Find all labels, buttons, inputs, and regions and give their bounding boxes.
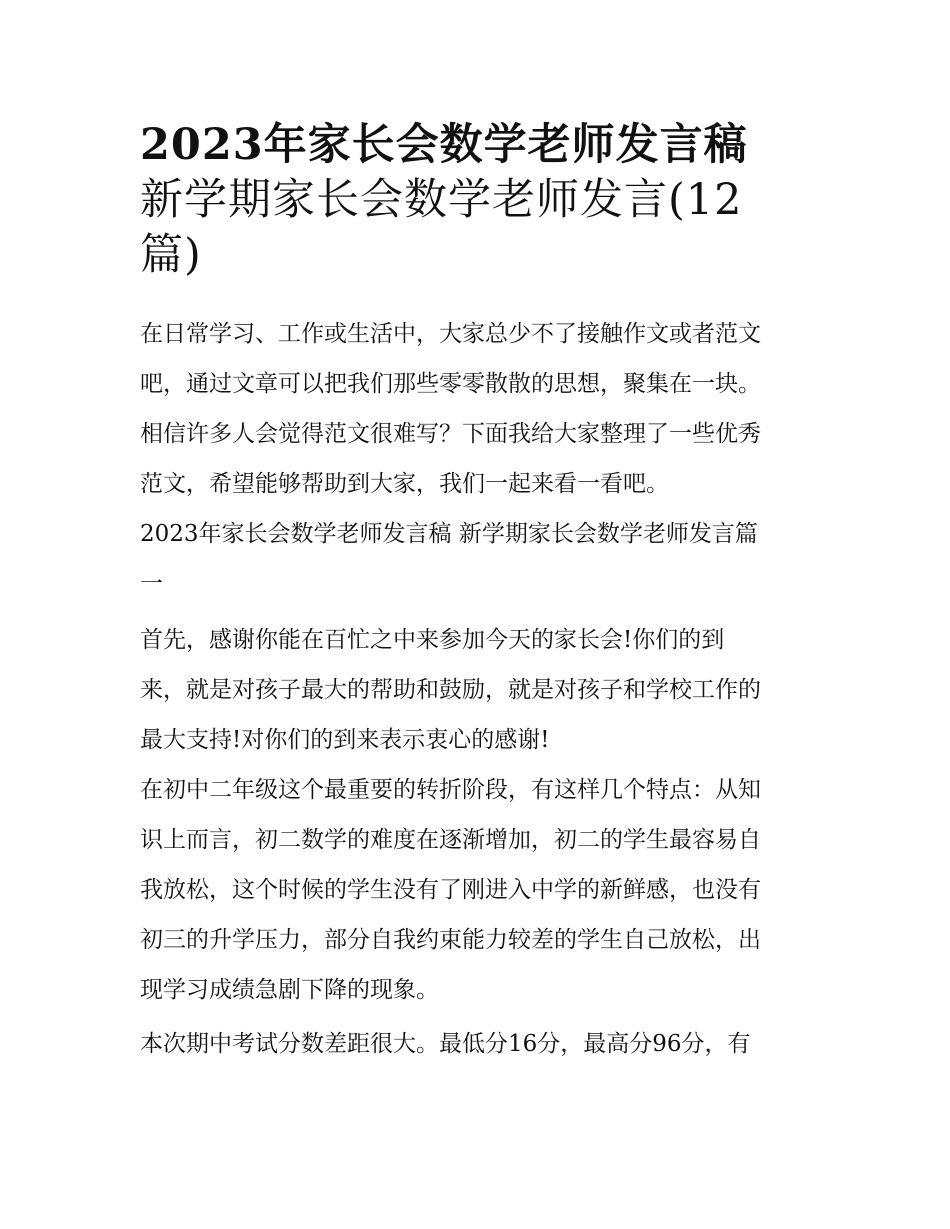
text-line: 来，就是对孩子最大的帮助和鼓励，就是对孩子和学校工作的 xyxy=(140,677,761,703)
document-body xyxy=(140,309,815,1069)
text-line: 范文，希望能够帮助到大家，我们一起来看一看吧。 xyxy=(140,471,669,497)
text-line: 识上而言，初二数学的难度在逐渐增加，初二的学生最容易自 xyxy=(140,827,761,853)
text-line: 在日常学习、工作或生活中，大家总少不了接触作文或者范文 xyxy=(140,321,761,347)
document-title xyxy=(140,118,815,283)
title-year: 2023 xyxy=(140,120,264,170)
title-line-1-rest: 年家长会数学老师发言稿 xyxy=(263,120,748,170)
title-line-2: 新学期家长会数学老师发言(12 xyxy=(140,175,743,225)
paragraph-intro xyxy=(140,309,815,509)
text-line: 吧，通过文章可以把我们那些零零散散的思想，聚集在一块。 xyxy=(140,371,761,397)
text-line: 在初中二年级这个最重要的转折阶段，有这样几个特点：从知 xyxy=(140,777,761,803)
text-line: 我放松，这个时候的学生没有了刚进入中学的新鲜感，也没有 xyxy=(140,877,761,903)
text-line: 2023年家长会数学老师发言稿 新学期家长会数学老师发言篇 xyxy=(140,521,758,547)
paragraph-thanks xyxy=(140,615,815,765)
text-line: 本次期中考试分数差距很大。最低分16分，最高分96分，有 xyxy=(140,1031,751,1057)
title-line-3: 篇) xyxy=(140,230,202,280)
document-page xyxy=(140,118,815,1069)
paragraph-grade-two xyxy=(140,765,815,1015)
text-line: 一 xyxy=(140,571,163,597)
paragraph-exam-scores xyxy=(140,1019,815,1069)
text-line: 相信许多人会觉得范文很难写？下面我给大家整理了一些优秀 xyxy=(140,421,761,447)
title-line-1 xyxy=(140,118,815,173)
text-line: 现学习成绩急剧下降的现象。 xyxy=(140,977,439,1003)
text-line: 首先，感谢你能在百忙之中来参加今天的家长会!你们的到 xyxy=(140,627,725,653)
text-line: 最大支持!对你们的到来表示衷心的感谢! xyxy=(140,727,550,753)
text-line: 初三的升学压力，部分自我约束能力较差的学生自己放松，出 xyxy=(140,927,761,953)
section-heading xyxy=(140,509,815,609)
